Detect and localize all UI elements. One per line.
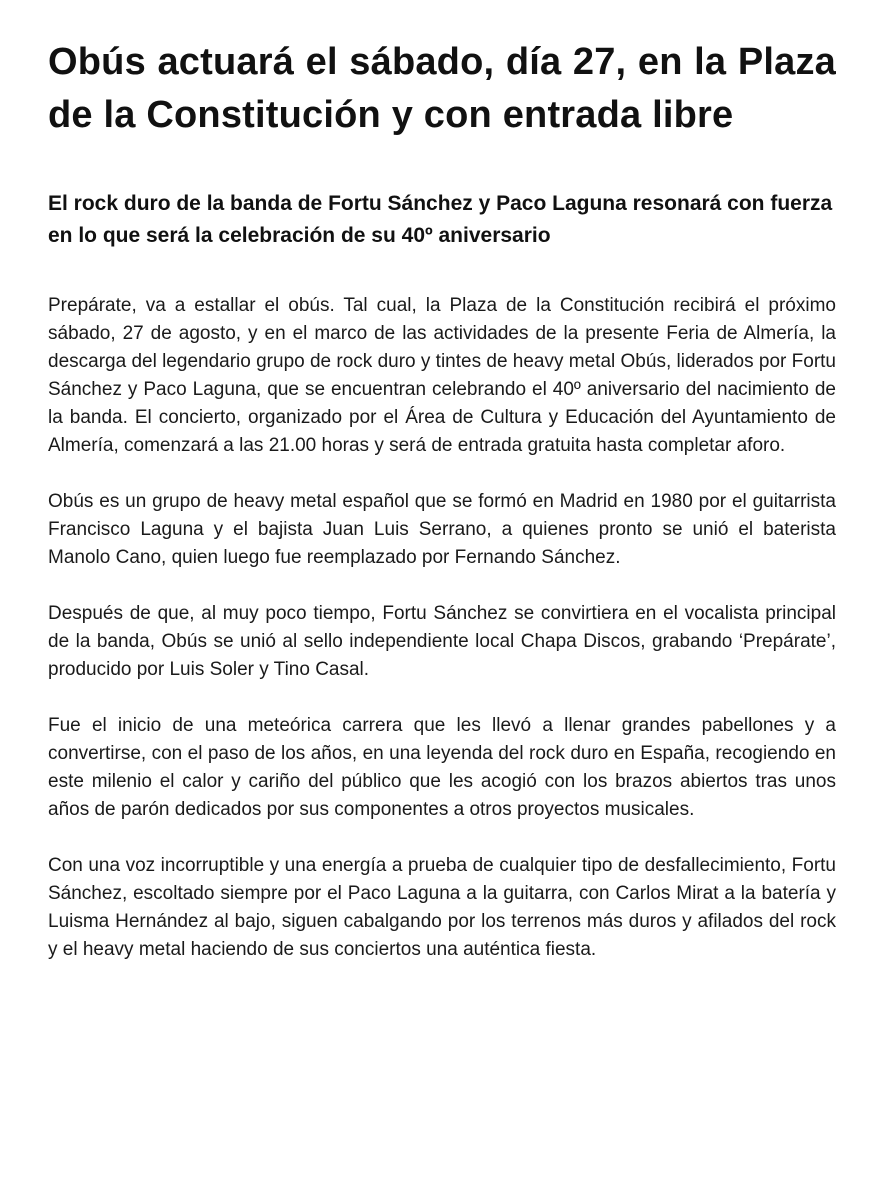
article-headline: Obús actuará el sábado, día 27, en la Plaza de la Constitución y con entrada libre xyxy=(48,41,836,136)
article-paragraph: Obús es un grupo de heavy metal español que se formó en Madrid en 1980 por el guitarrista Francisco Laguna y el bajista Juan Luis Serrano, a quienes pronto se unió el baterista Manolo Cano, quien luego fue reemplazado por Fernando Sánchez. xyxy=(48,491,836,568)
article-paragraph: Fue el inicio de una meteórica carrera que les llevó a llenar grandes pabellones y a convertirse, con el paso de los años, en una leyenda del rock duro en España, recogiendo en este milenio el calor y cariño del público que les acogió con los brazos abiertos tras unos años de parón dedicados por sus componentes a otros proyectos musicales. xyxy=(48,715,836,820)
article-paragraph: Con una voz incorruptible y una energía a prueba de cualquier tipo de desfallecimiento, Fortu Sánchez, escoltado siempre por el Paco Laguna a la guitarra, con Carlos Mirat a la batería y Luisma Hernández al bajo, siguen cabalgando por los terrenos más duros y afilados del rock y el heavy metal haciendo de sus conciertos una auténtica fiesta. xyxy=(48,855,836,960)
article-paragraph: Después de que, al muy poco tiempo, Fortu Sánchez se convirtiera en el vocalista principal de la banda, Obús se unió al sello independiente local Chapa Discos, grabando ‘Prepárate’, producido por Luis Soler y Tino Casal. xyxy=(48,603,836,680)
article-subheadline: El rock duro de la banda de Fortu Sánchez y Paco Laguna resonará con fuerza en lo que será la celebración de su 40º aniversario xyxy=(48,192,833,247)
article-paragraph: Prepárate, va a estallar el obús. Tal cual, la Plaza de la Constitución recibirá el próximo sábado, 27 de agosto, y en el marco de las actividades de la presente Feria de Almería, la descarga del legendario grupo de rock duro y tintes de heavy metal Obús, liderados por Fortu Sánchez y Paco Laguna, que se encuentran celebrando el 40º aniversario del nacimiento de la banda. El concierto, organizado por el Área de Cultura y Educación del Ayuntamiento de Almería, comenzará a las 21.00 horas y será de entrada gratuita hasta completar aforo. xyxy=(48,295,836,456)
